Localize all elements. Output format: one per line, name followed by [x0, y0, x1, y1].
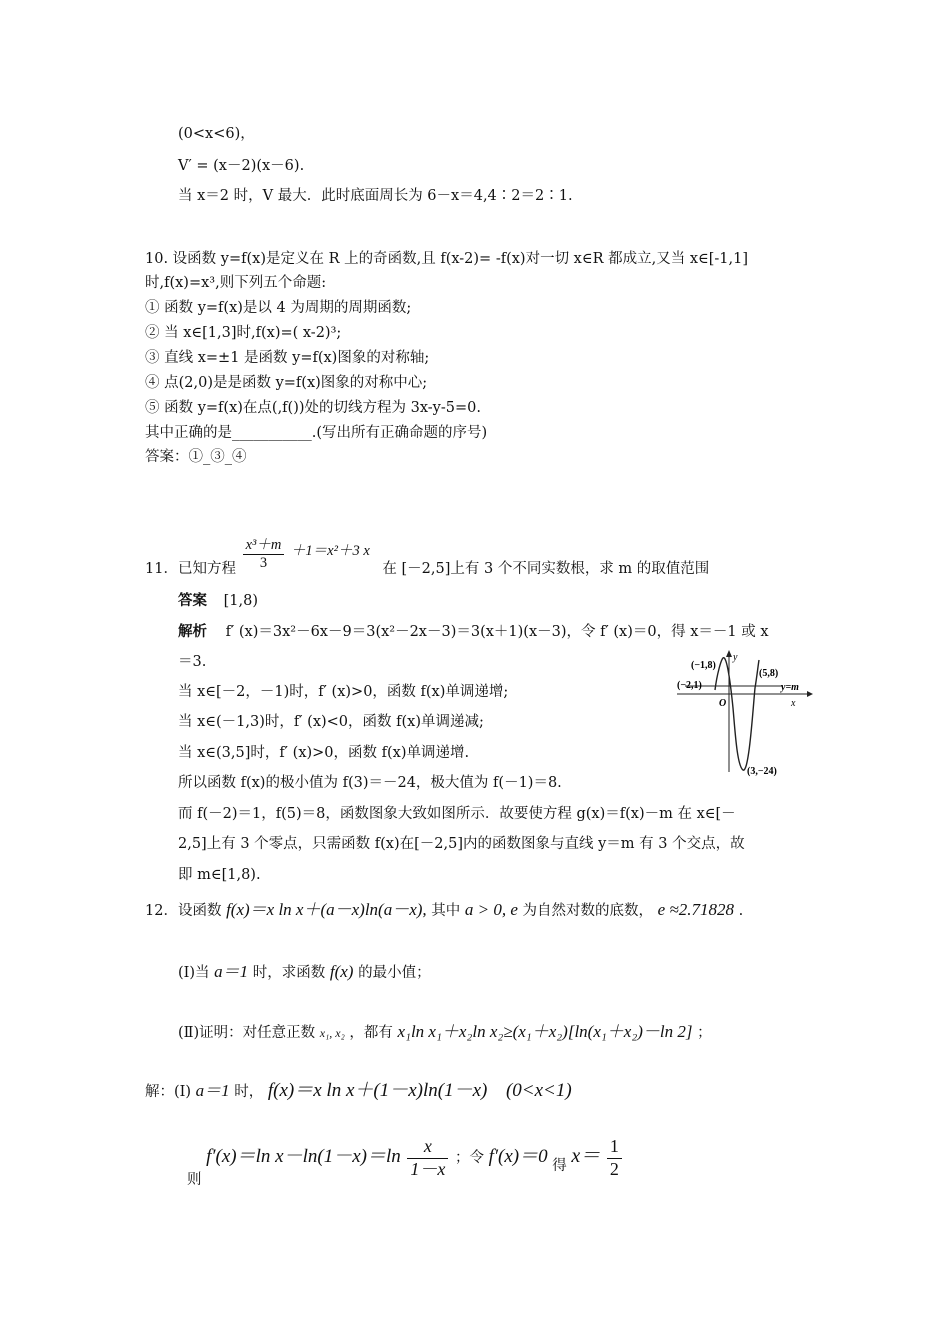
q12-part1-fx: f(x) [329, 962, 354, 981]
q12-end: . [738, 903, 744, 919]
q10-item-4: ④ 点(2,0)是是函数 y=f(x)图象的对称中心; [145, 375, 428, 391]
q11-answer-label: 答案 [178, 592, 207, 609]
q12-deriv-fraction [407, 1136, 448, 1180]
q11-line-5: 当 x∈(3,5]时，f′ (x)>0，函数 f(x)单调递增. [178, 745, 470, 761]
q12-deriv-mid: ；令 [454, 1150, 484, 1167]
q12-sol-mid: 时， [234, 1084, 264, 1100]
q12-sol-prefix: 解：(Ⅰ) [145, 1084, 192, 1100]
q11-equation-fraction [243, 537, 285, 573]
q10-blank: 其中正确的是___________.(写出所有正确命题的序号) [145, 425, 488, 441]
q12-deriv-denominator: 1－x [410, 1158, 446, 1179]
q11-line-8: 2,5]上有 3 个零点，只需函数 f(x)在[－2,5]内的函数图象与直线 y＝m 有 3 个交点，故 [178, 836, 745, 852]
q10-item-5: ⑤ 函数 y=f(x)在点(,f())处的切线方程为 3x-y-5=0. [145, 400, 481, 416]
prev-line-1: (0<x<6)， [178, 126, 255, 142]
q12-cond: a > 0, e [464, 900, 518, 919]
q12-part2-vars: x₁, x₂ [319, 1026, 345, 1040]
q12-deriv-x: x＝ [571, 1145, 601, 1168]
q11-analysis-row [178, 623, 769, 641]
q11-line-2: ＝3. [178, 654, 207, 670]
q12-mid: 其中 [431, 903, 461, 919]
q11-analysis-label: 解析 [178, 623, 207, 640]
graph-label-y: y [733, 652, 738, 663]
q11-line-6: 所以函数 f(x)的极小值为 f(3)＝－24，极大值为 f(－1)＝8. [178, 775, 562, 791]
q12-formula: f(x)＝x ln x＋(a－x)ln(a－x), [226, 900, 427, 919]
graph-label-min: (3,−24) [747, 766, 777, 777]
graph-label-right: (5,8) [759, 668, 779, 679]
q11-answer: [1,8) [223, 593, 258, 609]
graph-label-left: (−2,1) [677, 680, 702, 691]
q11-line-1: f′ (x)＝3x²－6x－9＝3(x²－2x－3)＝3(x＋1)(x－3)，令 f′ (x)＝0，得 x＝－1 或 x [225, 624, 769, 640]
q10-item-1: ① 函数 y=f(x)是以 4 为周期的周期函数; [145, 300, 412, 316]
q12-sol-cond: a＝1 [195, 1081, 230, 1100]
q12-part1-mid: 时，求函数 [252, 965, 326, 981]
graph-x-arrow [807, 691, 813, 697]
graph-label-max: (−1,8) [691, 660, 716, 671]
graph-curve [715, 658, 759, 770]
q11-suffix: 在 [－2,5]上有 3 个不同实数根，求 m 的取值范围 [382, 560, 710, 577]
q11-eq-rest: ＋1＝x²＋3 x [290, 542, 370, 559]
q10-answer: 答案：①_③_④ [145, 449, 247, 465]
q11-function-graph [675, 648, 815, 780]
q12-part1-end: 的最小值； [358, 965, 431, 981]
q12-half-denominator: 2 [609, 1158, 619, 1179]
q12-derivative [187, 1136, 624, 1189]
q10-item-3: ③ 直线 x=±1 是函数 y=f(x)图象的对称轴; [145, 350, 430, 366]
q12-deriv-formula: f′(x)＝ln x－ln(1－x)＝ln [206, 1146, 401, 1168]
q11-line-3: 当 x∈[－2，－1)时，f′ (x)>0，函数 f(x)单调递增; [178, 684, 509, 700]
q11-eq-denominator: 3 [259, 555, 268, 572]
graph-label-origin: O [719, 698, 727, 709]
q12-half-numerator: 1 [607, 1136, 622, 1159]
q11-stem [145, 537, 709, 578]
q10-item-2: ② 当 x∈[1,3]时,f(x)=( x-2)³; [145, 325, 342, 341]
q11-line-9: 即 m∈[1,8). [178, 867, 261, 883]
q12-e-value: e ≈2.71828 [657, 900, 735, 919]
q12-deriv-get: 得 [552, 1158, 567, 1175]
q10-stem-1: 10. 设函数 y=f(x)是定义在 R 上的奇函数,且 f(x-2)= -f(x)对一切 x∈R 都成立,又当 x∈[-1,1] [145, 251, 749, 267]
q12-stem [145, 900, 743, 920]
q11-eq-numerator: x³＋m [243, 537, 285, 555]
prev-line-3: 当 x＝2 时，V 最大．此时底面周长为 6－x＝4,4∶2＝2∶1. [178, 188, 573, 204]
q12-part2-mid: ，都有 [349, 1025, 393, 1041]
q12-sol-formula: f(x)＝x ln x＋(1－x)ln(1－x) [267, 1080, 488, 1101]
q12-solution [145, 1080, 572, 1103]
q12-deriv-prefix: 则 [187, 1172, 202, 1189]
q11-line-4: 当 x∈(－1,3)时，f′ (x)<0，函数 f(x)单调递减; [178, 714, 484, 730]
q12-deriv-eq: f′(x)＝0 [488, 1146, 548, 1168]
q12-mid2: 为自然对数的底数， [522, 903, 654, 919]
graph-label-ym: y=m [781, 682, 799, 693]
q12-sol-domain: (0<x<1) [505, 1080, 572, 1101]
q12-part2-ineq: x₁ln x₁＋x₂ln x₂≥(x₁＋x₂)[ln(x₁＋x₂)－ln 2] [397, 1022, 693, 1041]
q12-part1 [178, 962, 431, 982]
q11-answer-row [178, 592, 258, 610]
q12-deriv-numerator: x [407, 1136, 448, 1159]
q12-part1-cond: a＝1 [214, 962, 249, 981]
q12-part1-prefix: (Ⅰ)当 [178, 965, 210, 981]
q12-part2-prefix: (Ⅱ)证明：对任意正数 [178, 1025, 316, 1041]
q12-half-fraction [607, 1136, 622, 1180]
q12-part2-end: ； [697, 1025, 712, 1041]
prev-line-2: V′ = (x－2)(x－6). [178, 158, 305, 174]
graph-label-x: x [791, 698, 796, 709]
q11-line-7: 而 f(－2)＝1，f(5)＝8，函数图象大致如图所示．故要使方程 g(x)＝f(x)－m 在 x∈[－ [178, 806, 736, 822]
q10-stem-2: 时,f(x)=x³,则下列五个命题: [145, 275, 327, 291]
q12-part2 [178, 1022, 712, 1042]
graph-y-arrow [726, 650, 732, 657]
q11-prefix: 11．已知方程 [145, 560, 236, 577]
q12-prefix: 12．设函数 [145, 903, 222, 919]
